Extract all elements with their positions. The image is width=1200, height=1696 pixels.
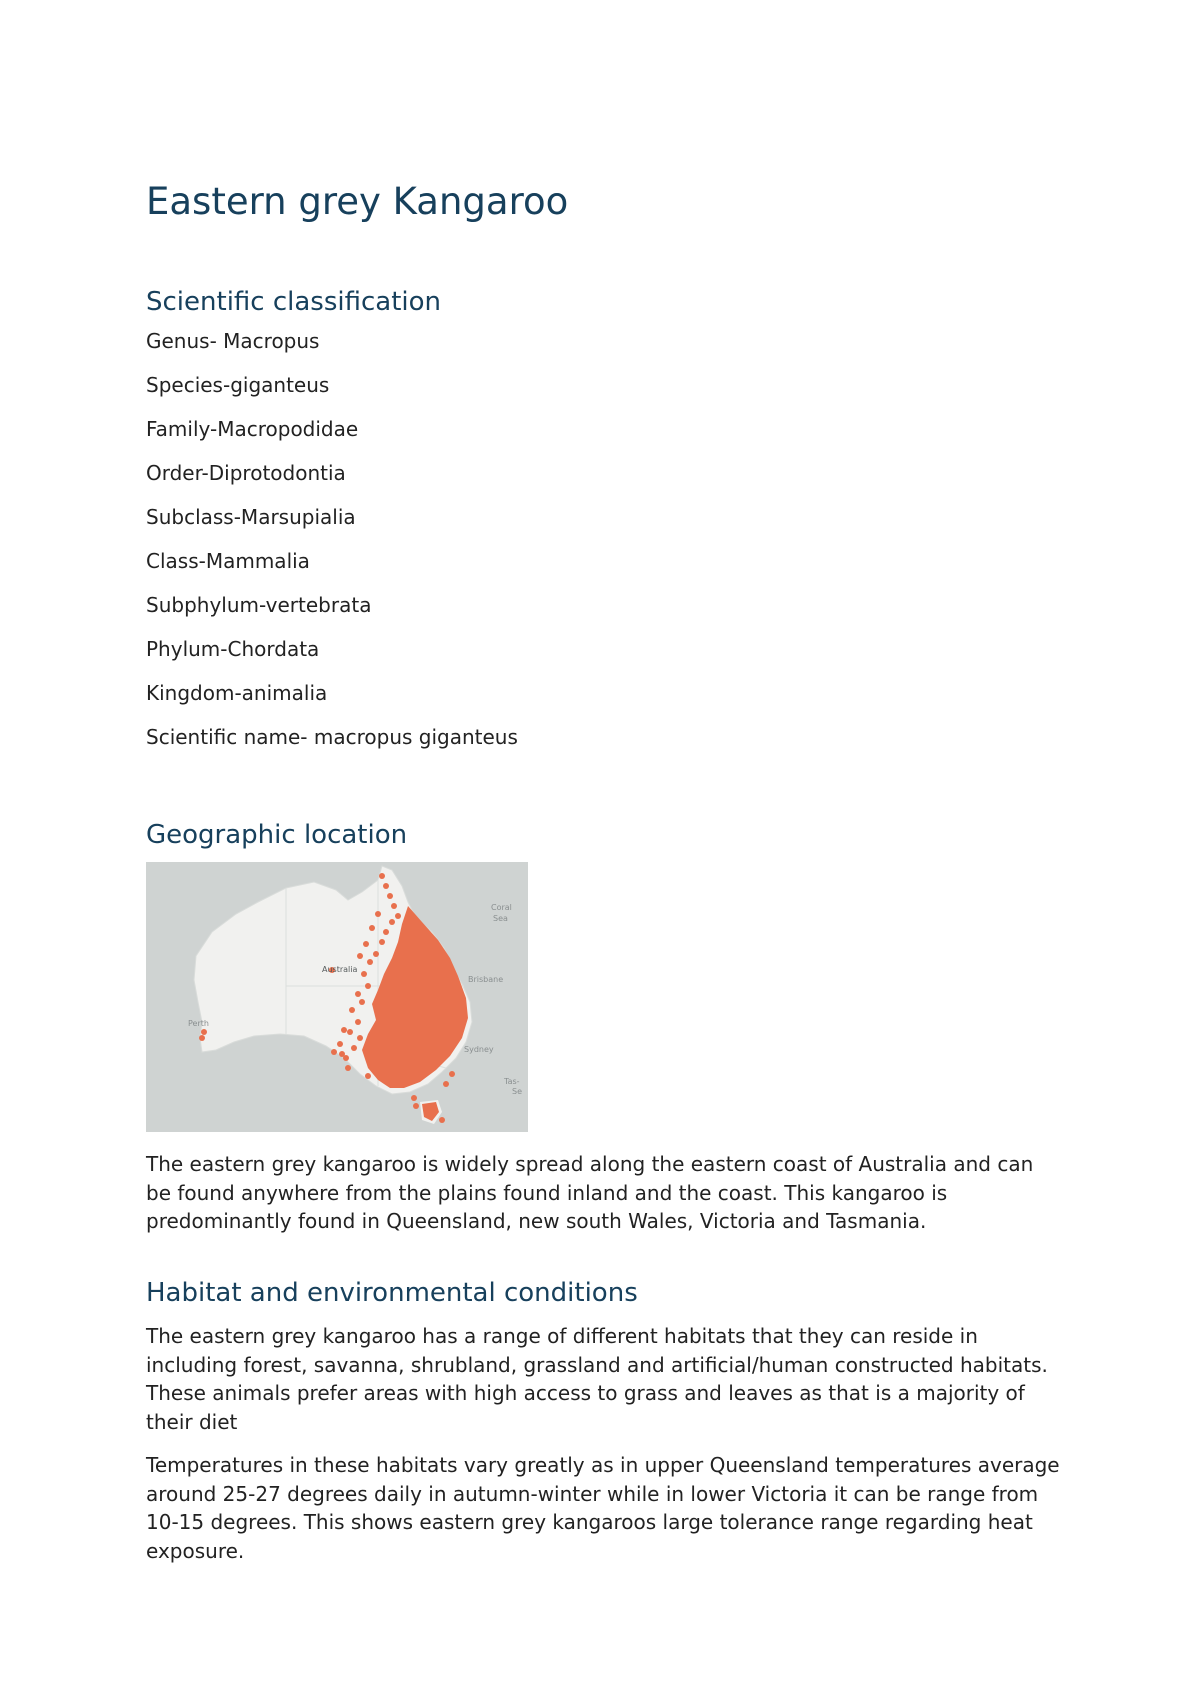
classification-item: Scientific name- macropus giganteus: [146, 725, 518, 749]
map-label-tasman-sea-2: Se: [512, 1087, 522, 1096]
classification-item: Kingdom-animalia: [146, 681, 328, 705]
geography-paragraph: The eastern grey kangaroo is widely spread along the eastern coast of Australia and can be found anywhere from the plains found inland and the coast. This kangaroo is predominantly found in Queensland, new south Wales, Victoria and Tasmania.: [146, 1152, 1034, 1233]
map-label-australia: Australia: [322, 965, 358, 974]
classification-item: Genus- Macropus: [146, 329, 320, 353]
map-label-coral-sea: Coral: [491, 903, 512, 912]
habitat-heading: Habitat and environmental conditions: [146, 1278, 638, 1308]
classification-item: Family-Macropodidae: [146, 417, 359, 441]
classification-item: Subclass-Marsupialia: [146, 505, 356, 529]
classification-heading: Scientific classification: [146, 287, 442, 317]
classification-item: Species-giganteus: [146, 373, 330, 397]
classification-item: Subphylum-vertebrata: [146, 593, 372, 617]
map-label-tasman-sea: Tas-: [504, 1077, 520, 1086]
classification-item: Phylum-Chordata: [146, 637, 320, 661]
habitat-paragraph-1: The eastern grey kangaroo has a range of different habitats that they can reside in including forest, savanna, shrubland, grassland and artificial/human constructed habitats. These animals prefer areas with high access to grass and leaves as that is a majority of their diet: [146, 1324, 1048, 1434]
classification-list: [146, 329, 518, 769]
map-label-brisbane: Brisbane: [468, 975, 504, 984]
map-label-sydney: Sydney: [464, 1045, 494, 1054]
classification-item: Class-Mammalia: [146, 549, 310, 573]
distribution-map: [146, 862, 528, 1132]
habitat-paragraph-2: Temperatures in these habitats vary greatly as in upper Queensland temperatures average around 25-27 degrees daily in autumn-winter while in lower Victoria it can be range from 10-15 degrees. This shows eastern grey kangaroos large tolerance range regarding heat exposure.: [146, 1453, 1060, 1563]
map-label-perth: Perth: [188, 1019, 209, 1028]
map-label-coral-sea-2: Sea: [493, 914, 508, 923]
classification-item: Order-Diprotodontia: [146, 461, 346, 485]
geography-heading: Geographic location: [146, 820, 408, 850]
document-title: Eastern grey Kangaroo: [146, 180, 569, 223]
